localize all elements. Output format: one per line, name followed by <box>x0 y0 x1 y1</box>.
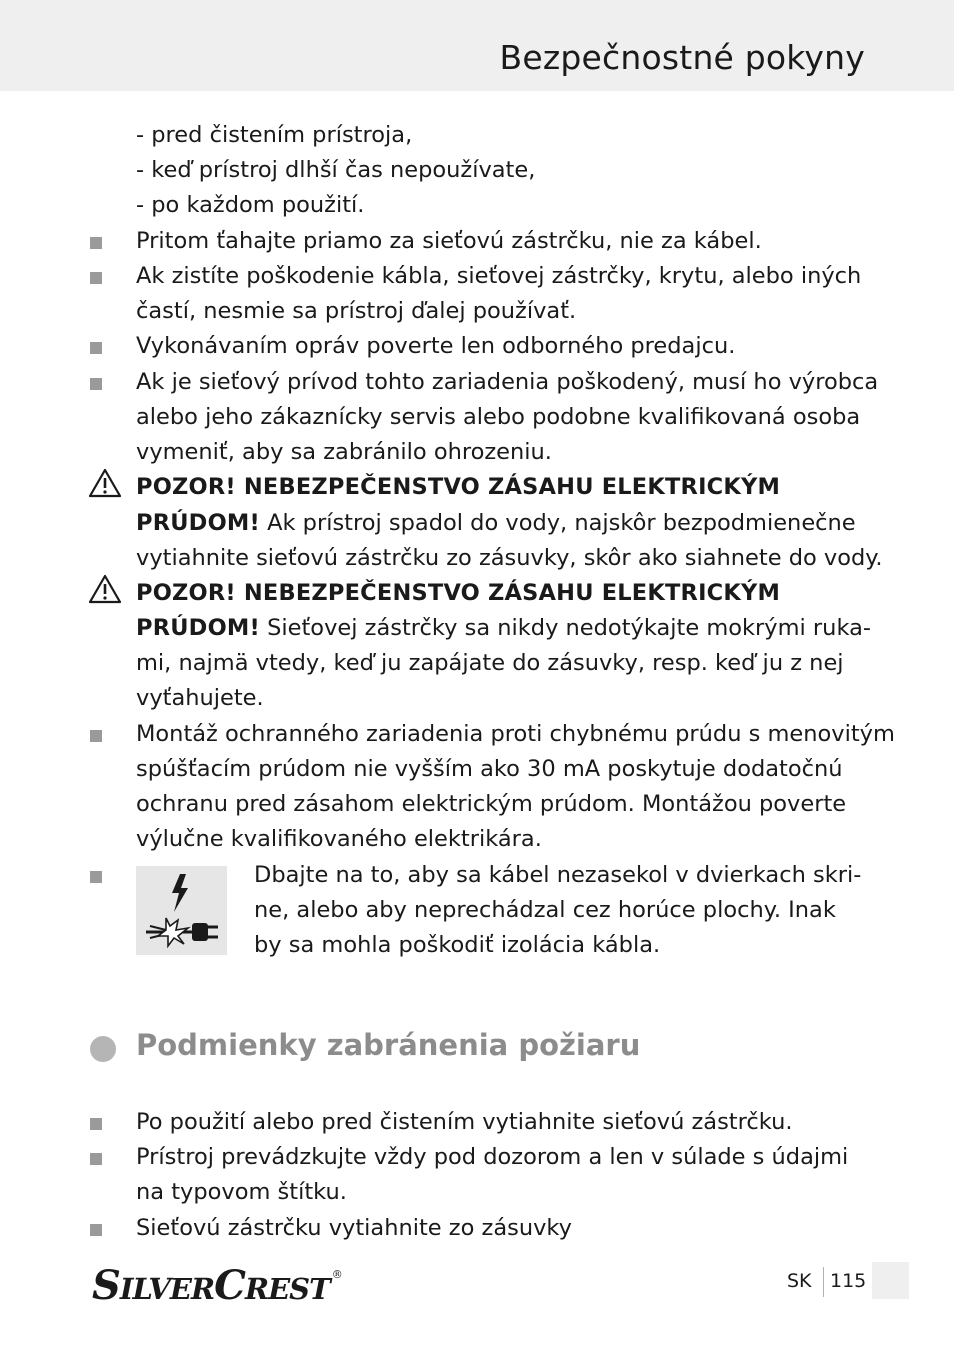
list-item: Ak zistíte poškodenie kábla, sieťovej zástrčky, krytu, alebo iných <box>136 263 862 289</box>
list-item: by sa mohla poškodiť izolácia kábla. <box>254 932 661 958</box>
list-item: Pritom ťahajte priamo za sieťovú zástrčku, nie za kábel. <box>136 228 762 254</box>
section-dot-icon <box>90 1036 116 1062</box>
list-item: Montáž ochranného zariadenia proti chybnému prúdu s menovitým <box>136 721 895 747</box>
warning-triangle-icon <box>88 574 122 604</box>
warning-text: mi, najmä vtedy, keď ju zapájate do zásuvky, resp. keď ju z nej <box>136 650 844 676</box>
warning-text-rest: Sieťovej zástrčky sa nikdy nedotýkajte mokrými ruka- <box>259 615 871 641</box>
list-item: Prístroj prevádzkujte vždy pod dozorom a len v súlade s údajmi <box>136 1144 849 1170</box>
list-item: - po každom použití. <box>136 192 365 218</box>
warning-heading: POZOR! NEBEZPEČENSTVO ZÁSAHU ELEKTRICKÝM <box>136 580 781 606</box>
bullet-square-icon <box>90 1118 102 1130</box>
warning-bold-start: PRÚDOM! <box>136 510 260 536</box>
page-title: Bezpečnostné pokyny <box>499 38 865 77</box>
list-item: Po použití alebo pred čistením vytiahnite sieťovú zástrčku. <box>136 1109 793 1135</box>
warning-text: vyťahujete. <box>136 685 264 711</box>
list-item: Ak je sieťový prívod tohto zariadenia poškodený, musí ho výrobca <box>136 369 879 395</box>
list-item: - keď prístroj dlhší čas nepoužívate, <box>136 157 536 183</box>
warning-text <box>136 611 871 646</box>
list-item: výlučne kvalifikovaného elektrikára. <box>136 826 542 852</box>
section-title: Podmienky zabránenia požiaru <box>136 1028 641 1062</box>
page-number: 115 <box>830 1270 867 1292</box>
list-item: spúšťacím prúdom nie vyšším ako 30 mA poskytuje dodatočnú <box>136 756 843 782</box>
warning-text-rest: Ak prístroj spadol do vody, najskôr bezpodmienečne <box>259 510 856 536</box>
warning-bold-start: PRÚDOM! <box>136 615 260 641</box>
list-item: ne, alebo aby neprechádzal cez horúce plochy. Inak <box>254 897 836 923</box>
electric-shock-cable-icon <box>136 866 227 955</box>
bullet-square-icon <box>90 342 102 354</box>
footer-tab <box>872 1262 909 1299</box>
list-item: - pred čistením prístroja, <box>136 122 413 148</box>
warning-text: vytiahnite sieťovú zástrčku zo zásuvky, skôr ako siahnete do vody. <box>136 545 883 571</box>
list-item: častí, nesmie sa prístroj ďalej používať. <box>136 298 577 324</box>
bullet-square-icon <box>90 272 102 284</box>
bullet-square-icon <box>90 871 102 883</box>
list-item: Dbajte na to, aby sa kábel nezasekol v dvierkach skri- <box>254 862 862 888</box>
brand-logo: SILVERCREST ® <box>92 1262 342 1309</box>
list-item: vymeniť, aby sa zabránilo ohrozeniu. <box>136 439 552 465</box>
list-item: na typovom štítku. <box>136 1179 347 1205</box>
bullet-square-icon <box>90 1224 102 1236</box>
list-item: ochranu pred zásahom elektrickým prúdom. Montážou poverte <box>136 791 847 817</box>
footer-language: SK <box>787 1270 812 1292</box>
footer-divider <box>823 1267 824 1297</box>
list-item: Sieťovú zástrčku vytiahnite zo zásuvky <box>136 1215 572 1241</box>
list-item: Vykonávaním opráv poverte len odborného predajcu. <box>136 333 736 359</box>
bullet-square-icon <box>90 237 102 249</box>
list-item: alebo jeho zákaznícky servis alebo podobne kvalifikovaná osoba <box>136 404 861 430</box>
bullet-square-icon <box>90 1153 102 1165</box>
warning-text <box>136 506 856 541</box>
warning-triangle-icon <box>88 468 122 498</box>
warning-heading: POZOR! NEBEZPEČENSTVO ZÁSAHU ELEKTRICKÝM <box>136 474 781 500</box>
bullet-square-icon <box>90 378 102 390</box>
bullet-square-icon <box>90 730 102 742</box>
